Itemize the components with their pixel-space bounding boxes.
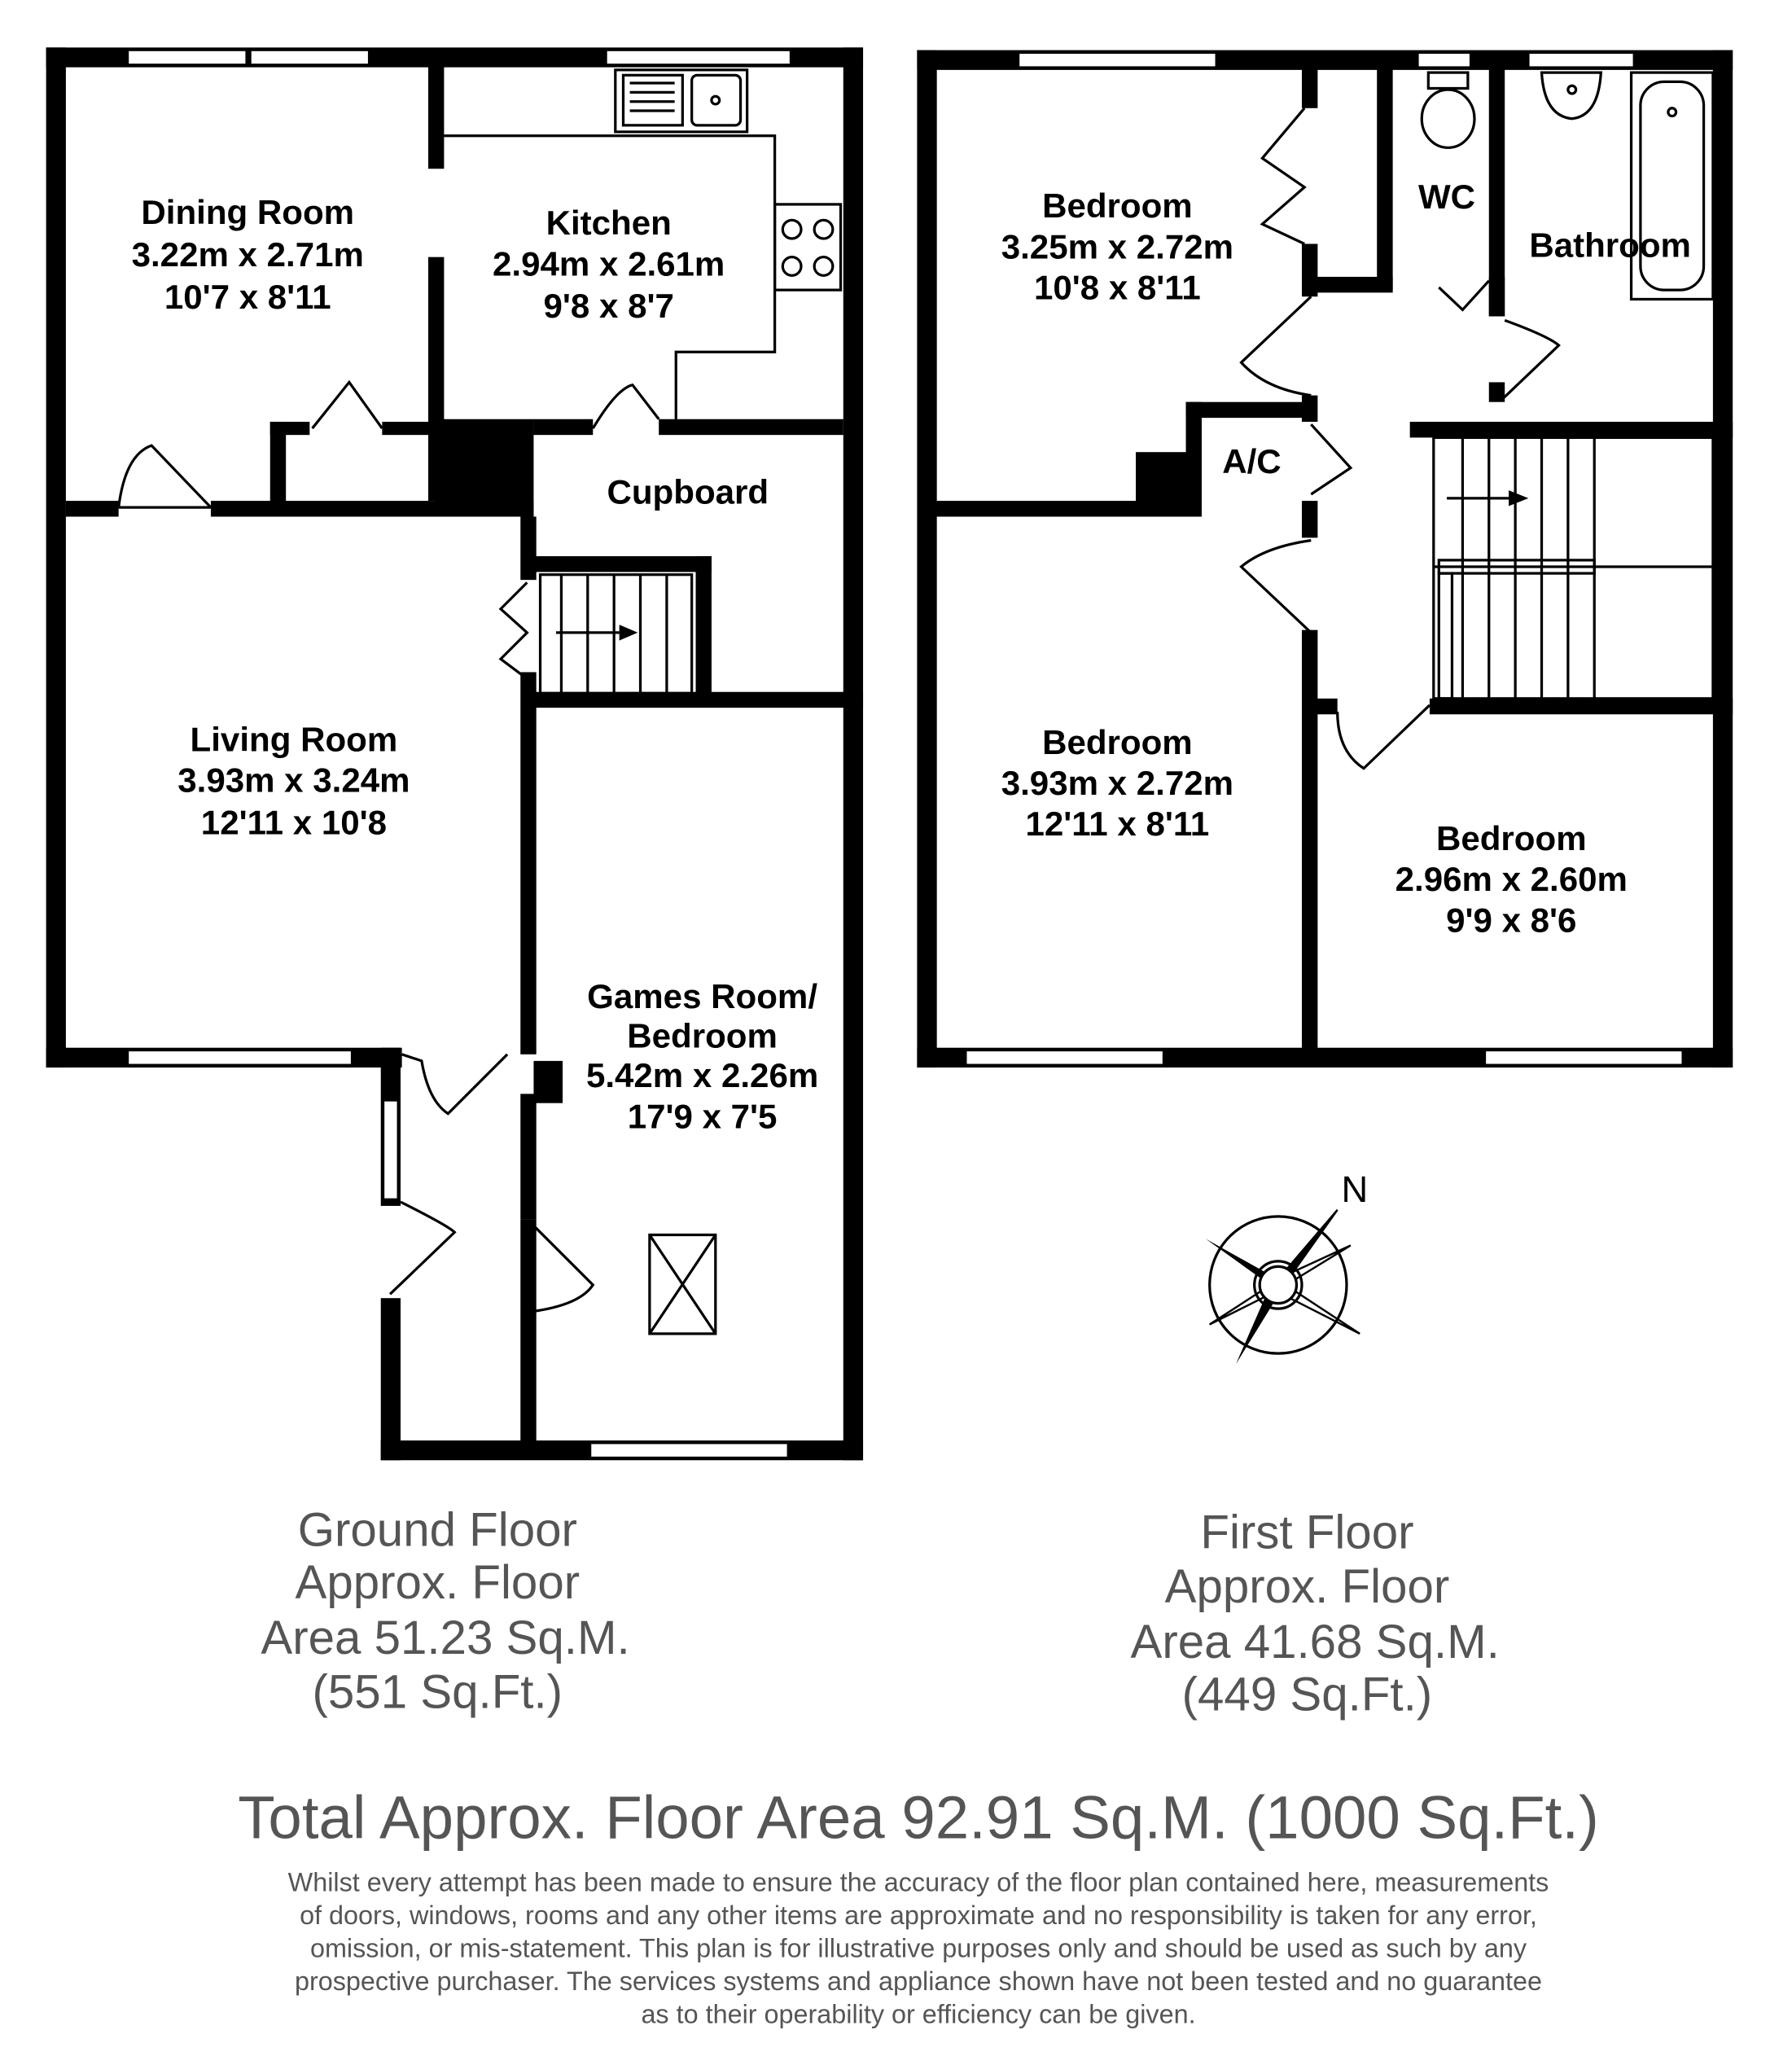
svg-text:12'11 x 10'8: 12'11 x 10'8 xyxy=(200,803,388,842)
svg-text:Ground Floor: Ground Floor xyxy=(297,1503,577,1557)
window xyxy=(966,1050,1163,1065)
svg-text:Cupboard: Cupboard xyxy=(607,472,769,511)
svg-text:Area 51.23 Sq.M.: Area 51.23 Sq.M. xyxy=(261,1611,630,1665)
door xyxy=(402,1054,507,1114)
svg-text:(551 Sq.Ft.): (551 Sq.Ft.) xyxy=(312,1665,563,1719)
toilet-icon xyxy=(1422,72,1474,147)
svg-text:Bedroom: Bedroom xyxy=(1435,818,1587,857)
svg-text:Approx. Floor: Approx. Floor xyxy=(295,1556,581,1610)
door xyxy=(1242,296,1312,395)
window xyxy=(128,50,247,65)
door xyxy=(390,1202,454,1294)
svg-text:3.25m x 2.72m: 3.25m x 2.72m xyxy=(1001,227,1234,266)
door xyxy=(501,582,527,678)
hob-icon xyxy=(775,204,841,290)
room-ac xyxy=(1222,442,1281,480)
svg-text:Whilst every attempt has been: Whilst every attempt has been made to ensure the accuracy of the floor plan contained here, measurements xyxy=(287,1867,1549,1897)
svg-text:(449 Sq.Ft.): (449 Sq.Ft.) xyxy=(1181,1668,1433,1721)
skylight-icon xyxy=(650,1235,716,1334)
window xyxy=(128,1050,352,1065)
room-bedroom-3 xyxy=(1395,819,1628,939)
first-floor-caption xyxy=(1130,1506,1499,1721)
room-living xyxy=(177,721,410,842)
north-label: N xyxy=(1341,1168,1369,1211)
room-cupboard xyxy=(607,472,769,511)
door xyxy=(1311,424,1351,494)
first-floor-plan xyxy=(917,50,1733,1068)
door xyxy=(1502,320,1559,399)
door xyxy=(533,1226,593,1311)
svg-text:Games Room/: Games Room/ xyxy=(587,977,818,1016)
door xyxy=(1338,705,1430,769)
svg-text:10'7 x 8'11: 10'7 x 8'11 xyxy=(164,277,331,316)
door xyxy=(593,385,659,428)
svg-text:Kitchen: Kitchen xyxy=(545,204,672,243)
window xyxy=(1417,53,1470,68)
room-wc xyxy=(1418,178,1475,216)
svg-text:Dining Room: Dining Room xyxy=(141,193,355,232)
disclaimer xyxy=(288,1867,1549,2028)
door xyxy=(313,382,383,428)
room-games xyxy=(586,977,818,1135)
svg-text:Bathroom: Bathroom xyxy=(1529,226,1691,265)
stairs-first xyxy=(1434,437,1713,698)
svg-text:of doors, windows, rooms and a: of doors, windows, rooms and any other items are approximate and no responsibility is taken for any error, xyxy=(300,1900,1537,1930)
door xyxy=(1242,541,1312,633)
room-bedroom-2 xyxy=(1001,723,1233,843)
window xyxy=(590,1443,788,1458)
svg-text:3.93m x 3.24m: 3.93m x 3.24m xyxy=(177,761,410,800)
compass-icon xyxy=(1206,1168,1368,1364)
svg-text:12'11 x 8'11: 12'11 x 8'11 xyxy=(1025,805,1210,844)
svg-text:Bedroom: Bedroom xyxy=(1042,722,1193,761)
svg-text:First Floor: First Floor xyxy=(1200,1506,1414,1559)
svg-text:Living Room: Living Room xyxy=(190,720,398,759)
svg-text:Area 41.68 Sq.M.: Area 41.68 Sq.M. xyxy=(1130,1616,1500,1669)
window xyxy=(606,50,791,65)
window xyxy=(1019,53,1216,68)
bath-icon xyxy=(1632,72,1713,299)
svg-text:2.94m x 2.61m: 2.94m x 2.61m xyxy=(493,244,725,283)
svg-text:2.96m x 2.60m: 2.96m x 2.60m xyxy=(1395,860,1628,899)
svg-text:omission, or mis-statement. Th: omission, or mis-statement. This plan is for illustrative purposes only and should be used as such by any xyxy=(309,1933,1527,1963)
ground-floor-caption xyxy=(261,1503,629,1718)
wardrobe-door xyxy=(1262,108,1304,244)
svg-text:as to their operability or eff: as to their operability or efficiency can be given. xyxy=(641,1999,1196,2029)
svg-text:17'9 x 7'5: 17'9 x 7'5 xyxy=(627,1097,778,1136)
sink-icon xyxy=(623,75,740,125)
window xyxy=(1485,1050,1683,1065)
basin-icon xyxy=(1542,72,1601,119)
svg-text:Bedroom: Bedroom xyxy=(1042,186,1193,226)
total-floor-area: Total Approx. Floor Area 92.91 Sq.M. (1000 Sq.Ft.) xyxy=(238,1783,1599,1852)
svg-text:3.93m x 2.72m: 3.93m x 2.72m xyxy=(1001,763,1234,802)
svg-text:Approx. Floor: Approx. Floor xyxy=(1164,1560,1450,1614)
room-bedroom-1 xyxy=(1001,186,1233,306)
svg-text:10'8 x 8'11: 10'8 x 8'11 xyxy=(1033,268,1201,307)
door xyxy=(1439,281,1488,310)
svg-text:3.22m x 2.71m: 3.22m x 2.71m xyxy=(131,235,364,274)
window xyxy=(1528,53,1633,68)
room-dining xyxy=(132,193,364,316)
door xyxy=(119,445,211,507)
room-bathroom xyxy=(1529,226,1691,265)
window xyxy=(383,1100,398,1199)
svg-text:9'9 x 8'6: 9'9 x 8'6 xyxy=(1446,901,1577,940)
window xyxy=(250,50,369,65)
svg-text:5.42m x 2.26m: 5.42m x 2.26m xyxy=(585,1056,819,1095)
stairs-ground xyxy=(541,575,692,694)
room-kitchen xyxy=(493,204,725,325)
svg-text:WC: WC xyxy=(1417,177,1476,216)
svg-text:A/C: A/C xyxy=(1222,442,1282,481)
svg-text:9'8 x 8'7: 9'8 x 8'7 xyxy=(543,287,674,326)
svg-text:prospective purchaser. The ser: prospective purchaser. The services systems and appliance shown have not been tested and no guarantee xyxy=(294,1966,1543,1996)
svg-text:Bedroom: Bedroom xyxy=(627,1016,778,1055)
